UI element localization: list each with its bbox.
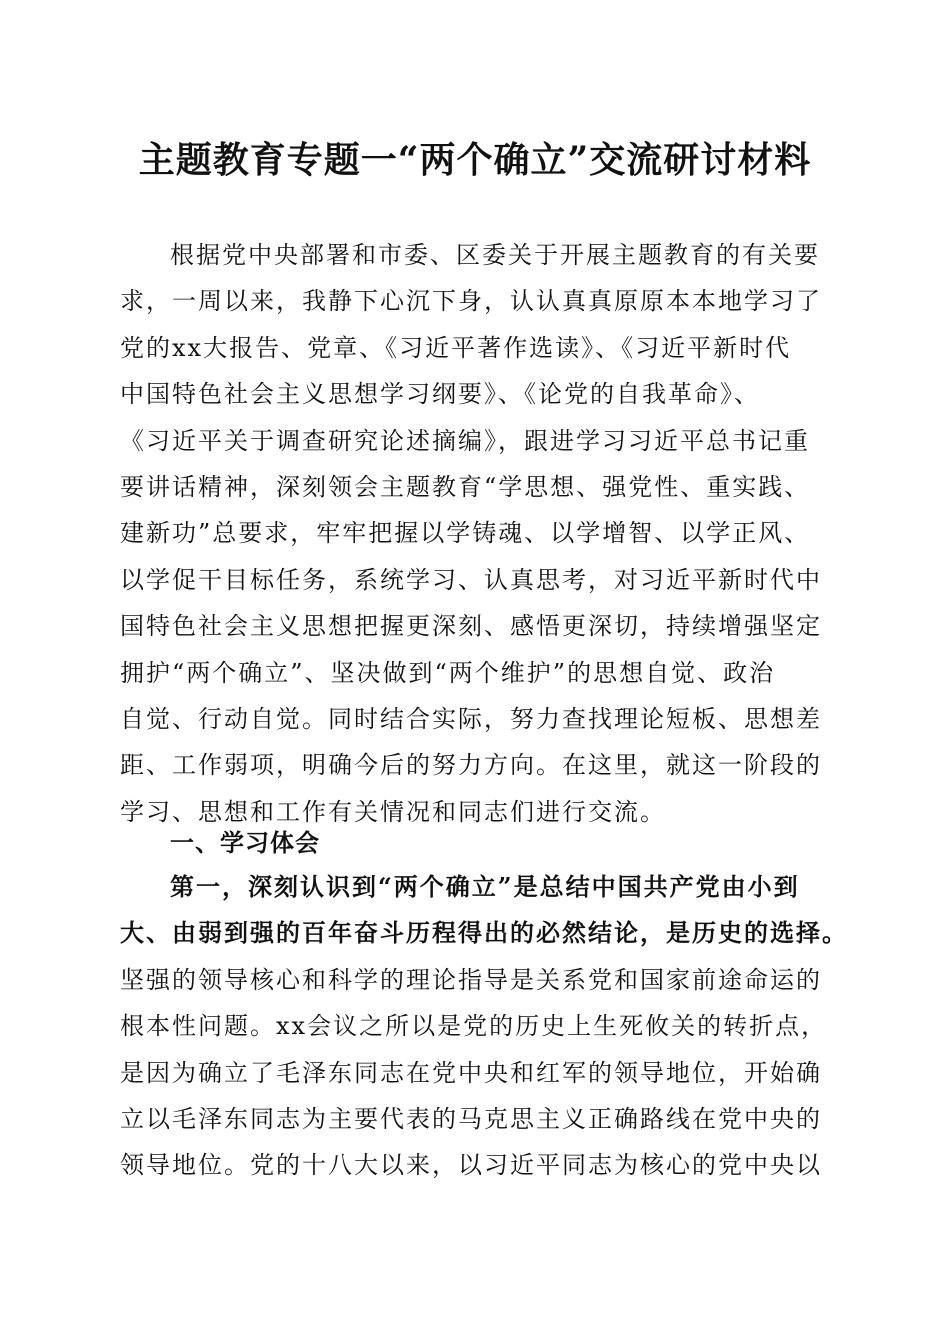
- paragraph-line: 坚强的领导核心和科学的理论指导是关系党和国家前途命运的: [120, 965, 822, 994]
- paragraph-line: 《习近平关于调查研究论述摘编》，跟进学习习近平总书记重: [120, 426, 810, 455]
- paragraph-line-bold: 第一，深刻认识到“两个确立”是总结中国共产党由小到: [170, 872, 800, 901]
- section-heading-block: [120, 820, 832, 866]
- paragraph-line: 自觉、行动自觉。同时结合实际，努力查找理论短板、思想差: [120, 704, 822, 733]
- paragraph-line: 领导地位。党的十八大以来，以习近平同志为核心的党中央以: [120, 1151, 822, 1180]
- paragraph-line: 学习、思想和工作有关情况和同志们进行交流。: [120, 797, 666, 826]
- paragraph-line: 是因为确立了毛泽东同志在党中央和红军的领导地位，开始确: [120, 1058, 822, 1087]
- paragraph-line: 根本性问题。xx会议之所以是党的历史上生死攸关的转折点，: [120, 1012, 828, 1041]
- paragraph-line: 立以毛泽东同志为主要代表的马克思主义正确路线在党中央的: [120, 1104, 822, 1133]
- paragraph-line: 距、工作弱项，明确今后的努力方向。在这里，就这一阶段的: [120, 751, 822, 780]
- paragraph-line: 根据党中央部署和市委、区委关于开展主题教育的有关要: [170, 241, 820, 269]
- paragraph-line: 求，一周以来，我静下心沉下身，认认真真原原本本地学习了: [120, 287, 822, 316]
- paragraph-intro: [120, 232, 832, 835]
- paragraph-line: 国特色社会主义思想把握更深刻、感悟更深切，持续增强坚定: [120, 612, 822, 641]
- paragraph-line: 建新功”总要求，牢牢把握以学铸魂、以学增智、以学正风、: [120, 519, 811, 548]
- paragraph-line: 拥护“两个确立”、坚决做到“两个维护”的思想自觉、政治: [120, 658, 776, 687]
- paragraph-section1: [120, 864, 848, 1189]
- paragraph-line: 中国特色社会主义思想学习纲要》、《论党的自我革命》、: [120, 380, 760, 409]
- document-title: 主题教育专题一“两个确立”交流研讨材料: [138, 139, 812, 181]
- section-heading: 一、学习体会: [170, 829, 320, 857]
- paragraph-line: 以学促干目标任务，系统学习、认真思考，对习近平新时代中: [120, 565, 822, 594]
- paragraph-line-bold: 大、由弱到强的百年奋斗历程得出的必然结论，是历史的选择。: [120, 918, 848, 948]
- paragraph-line: 党的xx大报告、党章、《习近平著作选读》、《习近平新时代: [120, 333, 792, 362]
- paragraph-line: 要讲话精神，深刻领会主题教育“学思想、强党性、重实践、: [120, 472, 811, 501]
